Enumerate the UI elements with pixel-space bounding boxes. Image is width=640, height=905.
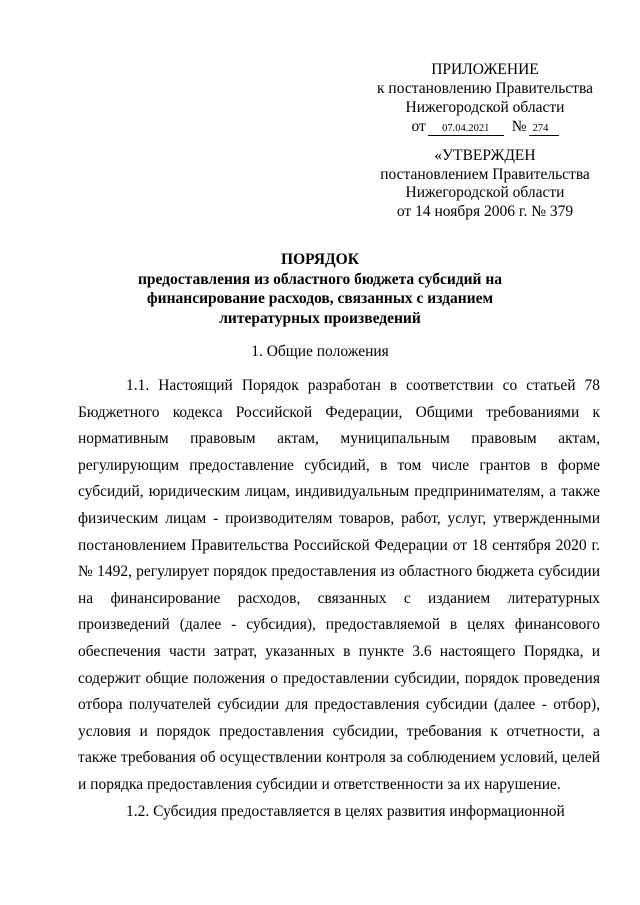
document-body	[78, 373, 600, 825]
number-prefix: №	[511, 118, 527, 135]
title-line-2: предоставления из областного бюджета субсидий на	[137, 270, 503, 288]
title-line-3: финансирование расходов, связанных с изданием	[146, 290, 494, 307]
title-line-4: литературных произведений	[219, 309, 421, 327]
appendix-line-3: Нижегородской области	[405, 99, 565, 116]
approved-block	[360, 147, 610, 221]
resolution-date: 07.04.2021	[428, 123, 504, 136]
date-prefix: от	[411, 118, 426, 135]
approved-line-1: «УТВЕРЖДЕН	[434, 147, 536, 164]
paragraph-1-1: 1.1. Настоящий Порядок разработан в соответствии со статьей 78 Бюджетного кодекса Российской Федерации, Общими требованиями к нормативным правовым актам, муниципальным правовым актам, регулирующим предоставление субсидий, в том числе грантов в форме субсидий, юридическим лицам, индивидуальным предпринимателям, а также физическим лицам - производителям товаров, работ, услуг, утвержденными постановлением Правительства Российской Федерации от 18 сентября 2020 г. № 1492, регулирует порядок предоставления из областного бюджета субсидии на финансирование расходов, связанных с изданием литературных произведений (далее - субсидия), предоставляемой в целях финансового обеспечения части затрат, указанных в пункте 3.6 настоящего Порядка, и содержит общие положения о предоставлении субсидии, порядок проведения отбора получателей субсидии для предоставления субсидии (далее - отбор), условия и порядок предоставления субсидии, требования к отчетности, а также требования об осуществлении контроля за соблюдением условий, целей и порядка предоставления субсидии и ответственности за их нарушение.	[78, 377, 600, 793]
appendix-header	[360, 60, 610, 136]
paragraph-1-2: 1.2. Субсидия предоставляется в целях развития информационной	[126, 802, 565, 820]
approved-line-3: Нижегородской области	[405, 184, 565, 201]
appendix-line-2: к постановлению Правительства	[377, 80, 593, 97]
approved-line-2: постановлением Правительства	[380, 165, 590, 183]
section-heading: 1. Общие положения	[251, 343, 389, 360]
appendix-date-line	[360, 117, 610, 136]
appendix-title: ПРИЛОЖЕНИЕ	[431, 61, 539, 78]
resolution-number: 274	[529, 123, 559, 136]
title-line-1: ПОРЯДОК	[281, 251, 359, 268]
document-title	[0, 250, 640, 328]
approved-line-4: от 14 ноября 2006 г. № 379	[396, 202, 574, 220]
